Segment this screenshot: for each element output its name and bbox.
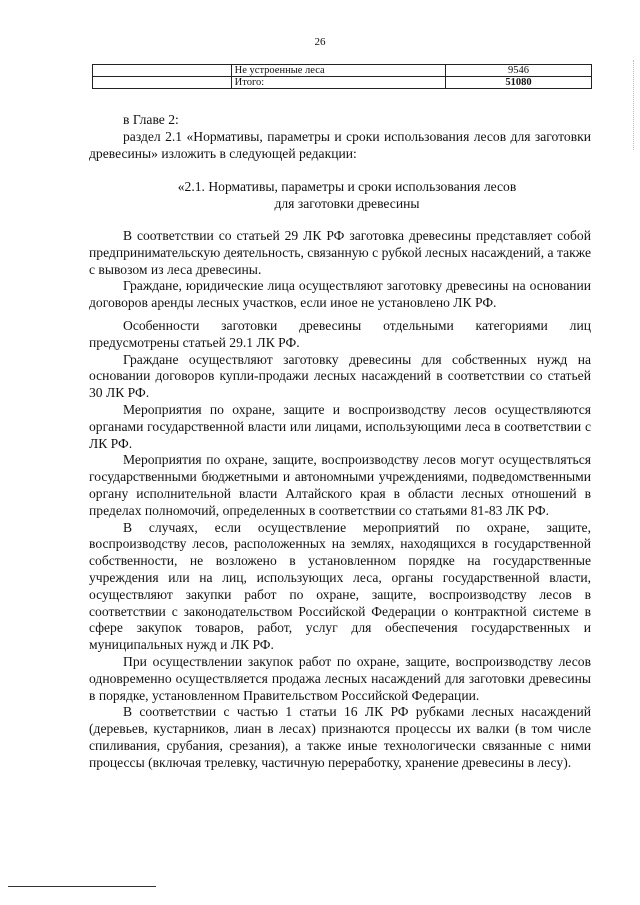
page-number: 26 <box>314 36 326 48</box>
summary-table <box>92 64 592 89</box>
table-row <box>93 65 592 77</box>
table-row-total <box>93 77 592 89</box>
footnote-separator <box>8 886 156 887</box>
document-body <box>89 112 591 771</box>
chapter-heading: в Главе 2: <box>123 112 179 127</box>
section-title-line1: «2.1. Нормативы, параметры и сроки использования лесов <box>177 179 517 195</box>
table-cell <box>93 65 232 77</box>
paragraph: Граждане осуществляют заготовку древесины для собственных нужд на основании договоров купли-продажи лесных насаждений в соответствии со статьей 30 ЛК РФ. <box>89 351 591 401</box>
paragraph: Граждане, юридические лица осуществляют заготовку древесины на основании договоров аренды лесных участков, если иное не установлено ЛК РФ. <box>89 278 591 311</box>
paragraph: В случаях, если осуществление мероприятий по охране, защите, воспроизводству лесов, расположенных на землях, находящихся в государственной собственности, не возложено в установленном порядке на государственные учреждения или на лиц, использующих леса, органы государственной власти, осуществляют закупки работ по охране, защите, воспроизводству лесов в соответствии с законодательством Российской Федерации о контрактной системе в сфере закупок товаров, работ, услуг для обеспечения государственных и муниципальных нужд и ЛК РФ. <box>89 519 591 653</box>
paragraph: Мероприятия по охране, защите, воспроизводству лесов могут осуществляться государственными бюджетными и автономными учреждениями, подведомственными органу исполнительной власти Алтайского края в области лесных отношений в пределах полномочий, определенных в соответствии со статьями 81-83 ЛК РФ. <box>89 452 591 518</box>
table-cell-value: 9546 <box>446 65 592 77</box>
intro-paragraph: раздел 2.1 «Нормативы, параметры и сроки использования лесов для заготовки древесины» изложить в следующей редакции: <box>89 128 591 161</box>
paragraph: Особенности заготовки древесины отдельными категориями лиц предусмотрены статьей 29.1 ЛК РФ. <box>89 317 591 350</box>
table-cell-label: Не устроенные леса <box>231 65 445 77</box>
scan-edge-mark <box>632 60 634 150</box>
paragraph: В соответствии со статьей 29 ЛК РФ заготовка древесины представляет собой предпринимательскую деятельность, связанную с рубкой лесных насаждений, а также с вывозом из леса древесины. <box>89 227 591 277</box>
table-cell <box>93 77 232 89</box>
paragraph: При осуществлении закупок работ по охране, защите, воспроизводству лесов одновременно осуществляется продажа лесных насаждений для заготовки древесины в порядке, установленном Правительством Российской Федерации. <box>89 653 591 703</box>
section-title <box>89 179 591 213</box>
table-cell-value: 51080 <box>446 77 592 89</box>
paragraph: Мероприятия по охране, защите и воспроизводству лесов осуществляются органами государственной власти или лицами, использующими леса в соответствии с ЛК РФ. <box>89 401 591 451</box>
paragraph: В соответствии с частью 1 статьи 16 ЛК РФ рубками лесных насаждений (деревьев, кустарников, лиан в лесах) признаются процессы их валки (в том числе спиливания, срубания, срезания), а также иные технологически связанные с ними процессы (включая трелевку, частичную переработку, хранение древесины в лесу). <box>89 704 591 770</box>
section-title-line2: для заготовки древесины <box>274 196 420 212</box>
table-cell-label: Итого: <box>231 77 445 89</box>
